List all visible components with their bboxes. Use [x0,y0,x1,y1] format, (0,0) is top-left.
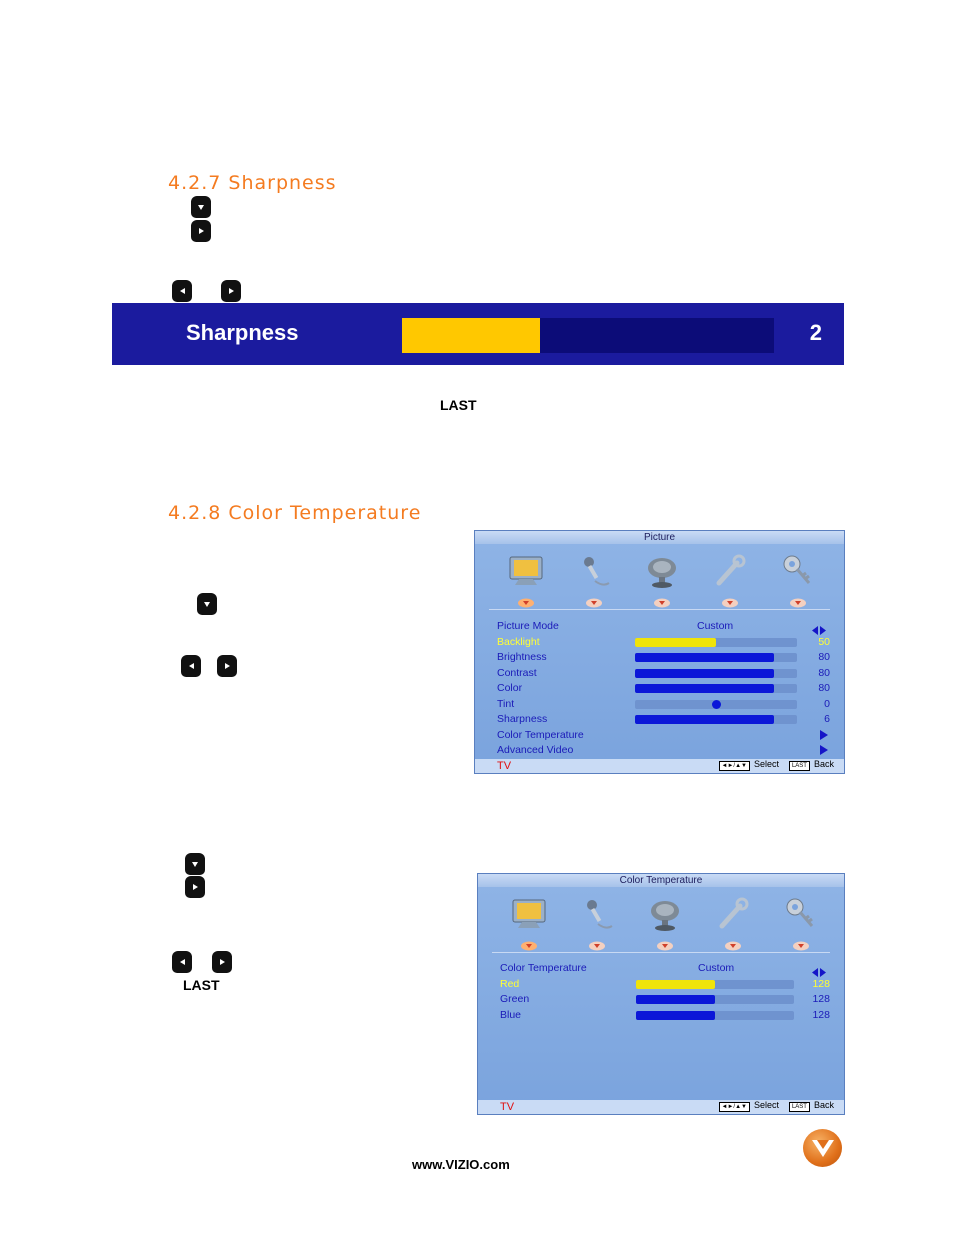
menu-item-slider[interactable] [635,653,797,662]
menu-item-label: Tint [497,697,515,710]
sharpness-label: Sharpness [186,320,299,345]
left-button-icon [181,655,201,677]
satellite-icon[interactable] [646,896,684,932]
nav-arrows-icon: ◄►/▲▼ [719,761,750,771]
menu-item-value: 128 [812,993,830,1005]
menu-indicator-icon [517,595,535,605]
vizio-logo-icon [803,1129,842,1167]
menu-item-slider[interactable] [636,995,794,1004]
picture-menu-screenshot [474,530,845,774]
menu-item-label: Color Temperature [500,962,587,974]
osd-title: Picture [643,532,676,543]
menu-item-label: Advanced Video [497,744,574,756]
menu-item-value: 80 [818,651,830,663]
sharpness-osd-bar [112,303,844,365]
menu-item-value: 80 [818,682,830,694]
osd-title: Color Temperature [619,875,703,886]
menu-indicator-icon [585,595,603,605]
left-button-icon [172,280,192,302]
right-button-icon [212,951,232,973]
menu-item-slider-fill [636,980,715,989]
submenu-arrow-icon [820,730,828,740]
monitor-icon[interactable] [507,553,545,589]
input-source-label: TV [500,1101,515,1113]
menu-item-value: 128 [812,1008,830,1021]
back-hint: Back [813,759,834,769]
menu-item-slider-fill [635,638,716,647]
footer-url: www.VIZIO.com [412,1157,510,1172]
menu-item-setting: Custom [698,962,735,974]
input-source-label: TV [497,760,512,772]
key-icon[interactable] [782,896,820,932]
menu-item-value: 50 [818,635,830,648]
menu-item-slider[interactable] [636,980,794,989]
menu-item-label: Color [497,682,523,694]
select-hint: Select [753,1100,779,1110]
menu-item-slider[interactable] [635,669,797,678]
menu-item-slider[interactable] [636,1011,794,1020]
menu-item-slider[interactable] [635,715,797,724]
left-button-icon [172,951,192,973]
menu-indicator-icon [653,595,671,605]
last-key-label: LAST [183,977,220,993]
sharpness-value: 2 [809,320,822,345]
osd-footer-hints [719,1100,834,1112]
menu-indicator-icon [588,938,606,948]
menu-item-label: Backlight [497,635,540,648]
menu-indicator-icon [789,595,807,605]
menu-item-slider[interactable] [635,638,797,647]
menu-indicator-icon [656,938,674,948]
color-temperature-heading: 4.2.8 Color Temperature [168,502,422,524]
right-button-icon [191,220,211,242]
menu-item-label: Blue [500,1008,522,1021]
microphone-icon[interactable] [578,896,616,932]
nav-arrows-icon: ◄►/▲▼ [719,1102,750,1112]
sharpness-slider-fill [402,318,540,353]
menu-item-slider-fill [636,1011,715,1020]
right-button-icon [221,280,241,302]
menu-item-value: 80 [818,666,830,679]
back-hint: Back [813,1100,834,1110]
menu-item-label: Green [500,993,530,1005]
menu-item-slider-fill [635,653,774,662]
menu-item-slider-fill [635,684,774,693]
menu-item-label: Sharpness [497,713,548,725]
last-key-label: LAST [440,397,477,413]
menu-indicator-icon [520,938,538,948]
select-hint: Select [753,759,779,769]
wrench-icon[interactable] [714,896,752,932]
satellite-icon[interactable] [643,553,681,589]
sharpness-heading: 4.2.7 Sharpness [168,172,337,194]
divider [489,609,830,610]
last-key-icon: LAST [789,1102,810,1112]
key-icon[interactable] [779,553,817,589]
last-key-icon: LAST [789,761,810,771]
color-temperature-menu-screenshot [477,873,845,1115]
right-button-icon [217,655,237,677]
menu-item-label: Picture Mode [497,620,559,632]
wrench-icon[interactable] [711,553,749,589]
menu-item-setting: Custom [697,620,734,632]
menu-item-slider-fill [635,669,774,678]
menu-item-label: Red [500,977,520,990]
down-button-icon [185,853,205,875]
monitor-icon[interactable] [510,896,548,932]
sharpness-slider [402,318,774,353]
menu-indicator-icon [792,938,810,948]
right-button-icon [185,876,205,898]
osd-footer-hints [719,759,834,771]
menu-item-slider-fill [636,995,715,1004]
divider [492,952,830,953]
tint-slider-knob[interactable] [712,700,721,709]
menu-item-label: Contrast [497,666,537,679]
down-button-icon [191,196,211,218]
menu-item-slider[interactable] [635,684,797,693]
menu-indicator-icon [724,938,742,948]
menu-indicator-icon [721,595,739,605]
menu-item-value: 6 [824,713,830,725]
microphone-icon[interactable] [575,553,613,589]
down-button-icon [197,593,217,615]
menu-item-label: Color Temperature [497,728,584,741]
menu-item-slider[interactable] [635,700,797,709]
menu-item-label: Brightness [497,651,547,663]
menu-item-value: 128 [812,977,830,990]
menu-item-value: 0 [824,697,830,710]
menu-item-slider-fill [635,715,774,724]
submenu-arrow-icon [820,745,828,755]
